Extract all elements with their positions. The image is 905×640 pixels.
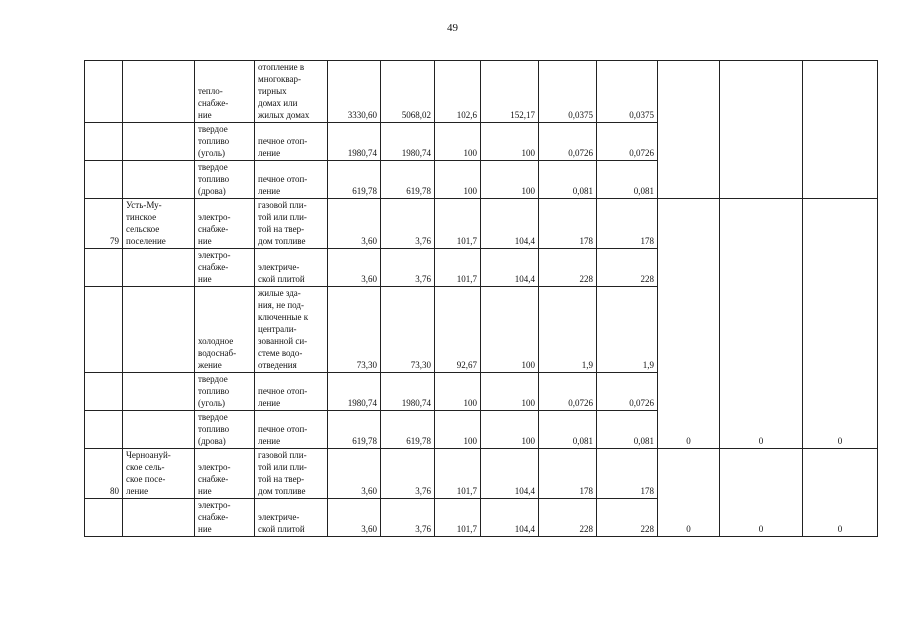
settlement-name: [123, 249, 195, 287]
value-4: 100: [481, 123, 539, 161]
value-5: 228: [539, 249, 597, 287]
service-type: твердое топливо (уголь): [195, 373, 255, 411]
value-3: 100: [435, 123, 481, 161]
value-6: 0,081: [597, 411, 658, 449]
settlement-name: Черноануй- ское сель- ское посе- ление: [123, 449, 195, 499]
row-number: [85, 287, 123, 373]
value-5: 0,0726: [539, 123, 597, 161]
page-number: 49: [447, 22, 458, 34]
value-1: 619,78: [328, 411, 381, 449]
value-1: 3330,60: [328, 61, 381, 123]
row-number: [85, 123, 123, 161]
usage-condition: газовой пли- той или пли- той на твер- дом топливе: [255, 199, 328, 249]
value-4: 100: [481, 287, 539, 373]
value-4: 152,17: [481, 61, 539, 123]
value-6: 178: [597, 199, 658, 249]
value-4: 100: [481, 373, 539, 411]
value-2: 3,76: [381, 449, 435, 499]
usage-condition: отопление в многоквар- тирных домах или жилых домах: [255, 61, 328, 123]
usage-condition: электриче- ской плитой: [255, 499, 328, 537]
settlement-name: Усть-Му- тинское сельское поселение: [123, 199, 195, 249]
value-4: 100: [481, 411, 539, 449]
value-5: 0,081: [539, 411, 597, 449]
usage-condition: жилые зда- ния, не под- ключенные к централи- зованной си- стеме водо- отведения: [255, 287, 328, 373]
value-2: 3,76: [381, 199, 435, 249]
service-type: тепло- снабже- ние: [195, 61, 255, 123]
service-type: электро- снабже- ние: [195, 199, 255, 249]
service-type: электро- снабже- ние: [195, 249, 255, 287]
service-type: твердое топливо (уголь): [195, 123, 255, 161]
table-row: [85, 199, 878, 249]
empty-group-cell: [803, 61, 878, 199]
value-1: 3,60: [328, 449, 381, 499]
value-3: 100: [435, 161, 481, 199]
value-4: 104,4: [481, 199, 539, 249]
group-80-value-b: 0: [720, 449, 803, 537]
service-type: холодное водоснаб- жение: [195, 287, 255, 373]
service-type: электро- снабже- ние: [195, 499, 255, 537]
value-5: 0,081: [539, 161, 597, 199]
value-6: 178: [597, 449, 658, 499]
value-1: 73,30: [328, 287, 381, 373]
value-4: 100: [481, 161, 539, 199]
value-6: 0,081: [597, 161, 658, 199]
row-number: [85, 161, 123, 199]
group-80-value-a: 0: [658, 449, 720, 537]
group-79-value-c: 0: [803, 199, 878, 449]
table-row: [85, 449, 878, 499]
settlement-name: [123, 61, 195, 123]
value-6: 0,0375: [597, 61, 658, 123]
value-3: 101,7: [435, 249, 481, 287]
group-80-value-c: 0: [803, 449, 878, 537]
value-4: 104,4: [481, 499, 539, 537]
usage-condition: печное отоп- ление: [255, 123, 328, 161]
group-79-value-a: 0: [658, 199, 720, 449]
value-2: 3,76: [381, 499, 435, 537]
value-3: 101,7: [435, 199, 481, 249]
value-6: 228: [597, 499, 658, 537]
value-2: 619,78: [381, 161, 435, 199]
value-2: 3,76: [381, 249, 435, 287]
value-2: 5068,02: [381, 61, 435, 123]
usage-condition: газовой пли- той или пли- той на твер- дом топливе: [255, 449, 328, 499]
value-6: 0,0726: [597, 373, 658, 411]
value-2: 1980,74: [381, 123, 435, 161]
row-number: 80: [85, 449, 123, 499]
value-3: 101,7: [435, 499, 481, 537]
value-3: 101,7: [435, 449, 481, 499]
row-number: [85, 499, 123, 537]
table-row: [85, 61, 878, 123]
service-type: электро- снабже- ние: [195, 449, 255, 499]
value-3: 100: [435, 373, 481, 411]
value-1: 1980,74: [328, 373, 381, 411]
value-3: 102,6: [435, 61, 481, 123]
row-number: [85, 373, 123, 411]
service-type: твердое топливо (дрова): [195, 411, 255, 449]
settlement-name: [123, 123, 195, 161]
value-2: 73,30: [381, 287, 435, 373]
value-1: 1980,74: [328, 123, 381, 161]
row-number: [85, 61, 123, 123]
value-6: 228: [597, 249, 658, 287]
value-2: 1980,74: [381, 373, 435, 411]
settlement-name: [123, 287, 195, 373]
usage-condition: печное отоп- ление: [255, 161, 328, 199]
value-1: 3,60: [328, 249, 381, 287]
value-1: 619,78: [328, 161, 381, 199]
tariff-table: [84, 60, 878, 537]
settlement-name: [123, 161, 195, 199]
value-1: 3,60: [328, 499, 381, 537]
usage-condition: печное отоп- ление: [255, 411, 328, 449]
service-type: твердое топливо (дрова): [195, 161, 255, 199]
value-5: 178: [539, 199, 597, 249]
value-2: 619,78: [381, 411, 435, 449]
value-5: 0,0375: [539, 61, 597, 123]
value-5: 178: [539, 449, 597, 499]
value-1: 3,60: [328, 199, 381, 249]
row-number: 79: [85, 199, 123, 249]
row-number: [85, 249, 123, 287]
value-5: 1,9: [539, 287, 597, 373]
value-6: 0,0726: [597, 123, 658, 161]
settlement-name: [123, 373, 195, 411]
empty-group-cell: [720, 61, 803, 199]
value-4: 104,4: [481, 249, 539, 287]
value-3: 92,67: [435, 287, 481, 373]
usage-condition: печное отоп- ление: [255, 373, 328, 411]
value-5: 0,0726: [539, 373, 597, 411]
value-3: 100: [435, 411, 481, 449]
empty-group-cell: [658, 61, 720, 199]
row-number: [85, 411, 123, 449]
group-79-value-b: 0: [720, 199, 803, 449]
settlement-name: [123, 411, 195, 449]
settlement-name: [123, 499, 195, 537]
value-5: 228: [539, 499, 597, 537]
value-6: 1,9: [597, 287, 658, 373]
value-4: 104,4: [481, 449, 539, 499]
usage-condition: электриче- ской плитой: [255, 249, 328, 287]
